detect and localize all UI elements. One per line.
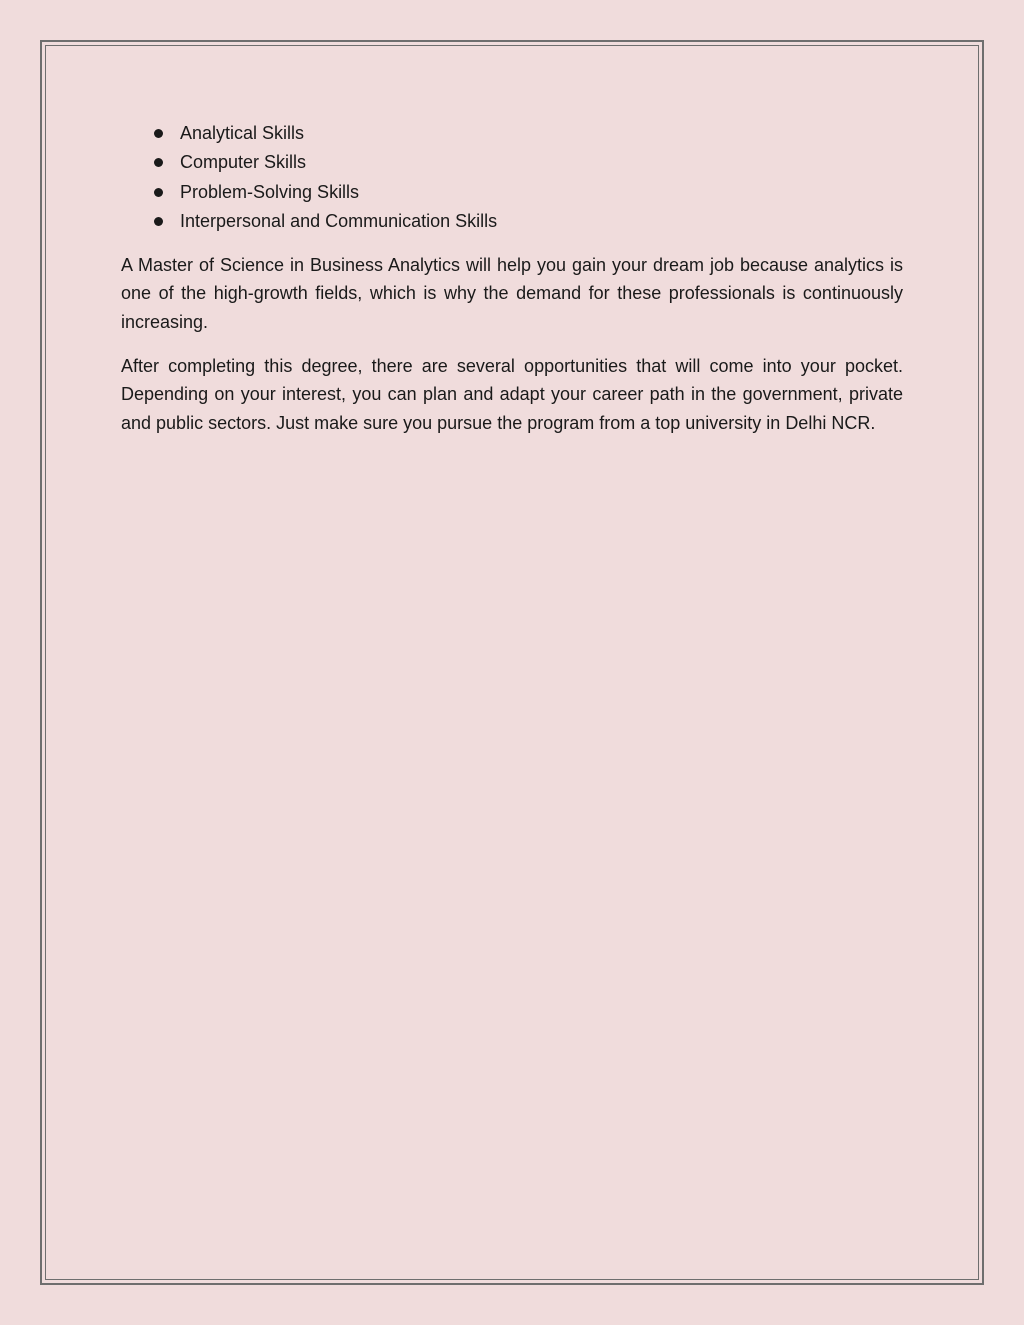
list-item (121, 207, 903, 236)
skill-label: Problem-Solving Skills (180, 181, 360, 202)
skill-label: Interpersonal and Communication Skills (180, 210, 498, 231)
skills-list (121, 119, 903, 236)
list-item (121, 148, 903, 177)
bullet-icon (154, 158, 163, 167)
list-item (121, 119, 903, 148)
bullet-icon (154, 129, 163, 138)
skill-label: Computer Skills (180, 152, 307, 173)
skill-label: Analytical Skills (180, 123, 305, 143)
bullet-icon (154, 217, 163, 226)
bullet-icon (154, 188, 163, 197)
paragraph-business-analytics: A Master of Science in Business Analytics will help you gain your dream job because analytics is one of the high-growth fields, which is why the demand for these professionals is continuously increasing. (121, 255, 903, 332)
document-body (121, 119, 903, 453)
paragraph-opportunities: After completing this degree, there are several opportunities that will come into your pocket. Depending on your interest, you can plan and adapt your career path in the government, private and public sectors. Just make sure you pursue the program from a top university in Delhi NCR. (121, 356, 903, 433)
list-item (121, 178, 903, 207)
